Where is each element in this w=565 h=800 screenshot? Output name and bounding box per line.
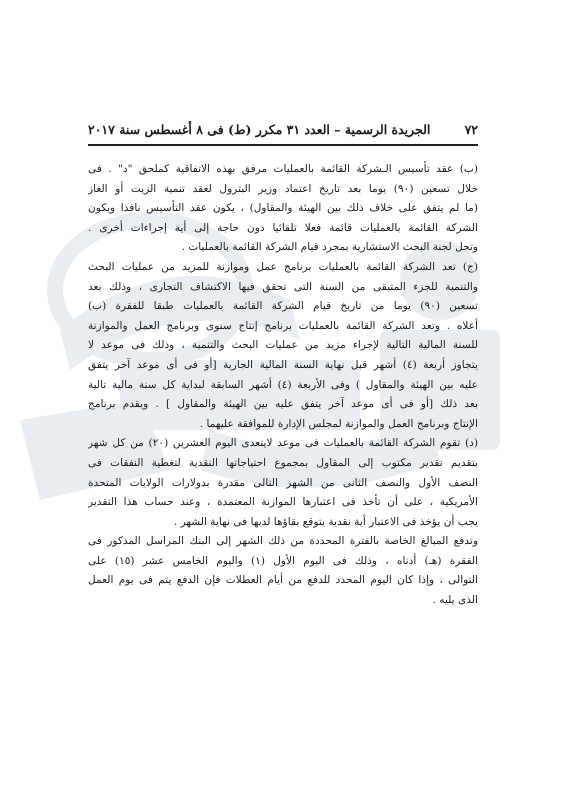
paragraph-line: (د) تقوم الشركة القائمة بالعمليات فى موعد لايتعدى اليوم العشرين (٢٠) من كل شهر: [88, 437, 478, 450]
page-header: [88, 122, 478, 138]
paragraph-line: الأمريكية ، على أن تأخذ فى اعتبارها الموازنة المعتمدة ، وعند حساب هذا التقدير: [88, 496, 478, 509]
paragraph-line: وتدفع المبالغ الخاصة بالفترة المحددة من ذلك الشهر إلى البنك المراسل المذكور فى: [88, 535, 478, 548]
paragraph-line: الإنتاج وبرنامج العمل والموازنة لمجلس الإدارة للموافقة عليهما .: [199, 417, 478, 430]
paragraph-line: تسعين (٩٠) يوما من تاريخ قيام الشركة القائمة بالعمليات طبقا للفقرة (ب): [88, 300, 478, 313]
document-page: [88, 122, 478, 611]
paragraph-line: للسنة المالية التالية لإجراء مزيد من عمليات البحث والتنمية ، وذلك فى موعد لا: [88, 339, 478, 352]
paragraph-line: والتنمية للجزء المتبقى من السنة التى تحقق فيها الاكتشاف التجارى ، وذلك بعد: [88, 280, 478, 293]
paragraph-line: يتجاوز أربعة (٤) أشهر قبل نهاية السنة المالية الجارية [أو فى أى موعد آخر يتفق: [88, 358, 478, 371]
paragraph-c: [88, 258, 478, 434]
page-number: ٧٢: [464, 122, 478, 137]
paragraph-line: التوالى ، وإذا كان اليوم المحدد للدفع من أيام العطلات فإن الدفع يتم فى يوم العمل: [88, 574, 478, 587]
paragraph-line: الذى يليه .: [432, 594, 478, 607]
paragraph-d: [88, 434, 478, 610]
paragraph-line: عليه بين الهيئة والمقاول ) وفى الأربعة (٤) أشهر السابقة لبداية كل سنة مالية تالية: [88, 378, 478, 391]
paragraph-line: خلال تسعين (٩٠) يوما بعد تاريخ اعتماد وزير البترول لعقد تنمية الزيت أو الغاز: [88, 182, 478, 195]
paragraph-line: النصف الأول والنصف الثانى من الشهر التالى مقدرة بدولارات الولايات المتحدة: [88, 476, 478, 489]
gazette-title: الجريدة الرسمية – العدد ٣١ مكرر (ط) فى ٨ أغسطس سنة ٢٠١٧: [88, 122, 431, 137]
paragraph-line: الشركة القائمة بالعمليات قائمة فعلا تلقائيا دون حاجة إلى أية إجراءات أخرى .: [88, 221, 478, 234]
paragraph-line: يجب أن يؤخذ فى الاعتبار أية نقدية يتوقع بقاؤها لديها فى نهاية الشهر .: [173, 515, 478, 528]
paragraph-line: (ب) عقد تأسيس الـشركة القائمة بالعمليات مرفق بهذه الاتفاقية كملحق "د" . فى: [88, 163, 478, 175]
paragraph-line: (ما لم يتفق على خلاف ذلك بين الهيئة والمقاول) ، يكون عقد التأسيس نافذا ويكون: [88, 202, 478, 215]
paragraph-b: [88, 160, 478, 258]
paragraph-line: أعلاه . وتعد الشركة القائمة بالعمليات برنامج إنتاج سنوى وبرنامج العمل والموازنة: [88, 319, 478, 332]
paragraph-line: بتقديم تقدير مكتوب إلى المقاول بمجموع احتياجاتها النقدية لتغطية النفقات فى: [88, 456, 478, 469]
paragraph-line: الفقرة (هـ) أدناه ، وذلك فى اليوم الأول (١) واليوم الخامس عشر (١٥) على: [88, 554, 478, 567]
paragraph-line: وتحل لجنة البحث الاستشارية بمجرد قيام الشركة القائمة بالعمليات .: [181, 241, 478, 254]
paragraph-line: (ج) تعد الشركة القائمة بالعمليات برنامج عمل وموازنة للمزيد من عمليات البحث: [88, 260, 478, 273]
header-divider: [88, 144, 478, 146]
paragraph-line: بعد ذلك [أو فى أى موعد آخر يتفق عليه بين الهيئة والمقاول ] . ويقدم برنامج: [88, 398, 478, 411]
